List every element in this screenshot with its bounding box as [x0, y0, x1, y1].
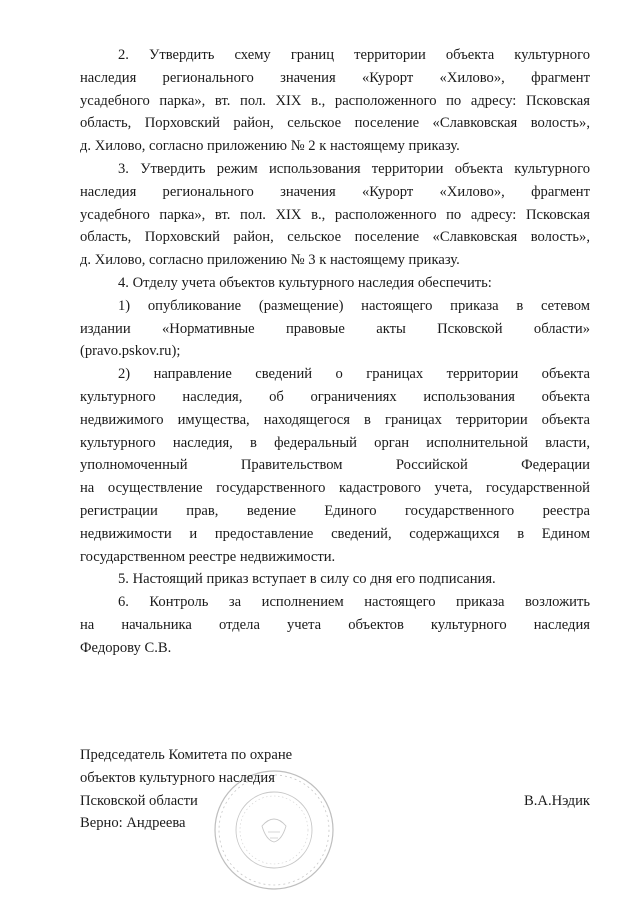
document-body — [80, 44, 590, 660]
text-line: на осуществление государственного кадастрового учета, государственной — [80, 480, 590, 497]
text-line: (pravo.pskov.ru); — [80, 343, 181, 360]
text-line: усадебного парка», вт. пол. XIX в., расположенного по адресу: Псковская — [80, 92, 590, 109]
subitem-1 — [80, 295, 590, 363]
text-line: недвижимости и предоставление сведений, содержащихся в Едином — [80, 525, 590, 542]
text-line: 2) направление сведений о границах территории объекта — [118, 366, 590, 383]
paragraph-3 — [80, 158, 590, 272]
text-line: регистрации прав, ведение Единого государственного реестра — [80, 502, 590, 519]
signature-block — [80, 744, 590, 835]
text-line: д. Хилово, согласно приложению № 2 к настоящему приказу. — [80, 138, 460, 155]
paragraph-4 — [80, 272, 590, 295]
text-line: издании «Нормативные правовые акты Псковской области» — [80, 320, 590, 337]
text-line: д. Хилово, согласно приложению № 3 к настоящему приказу. — [80, 252, 460, 269]
text-line: наследия регионального значения «Курорт «Хилово», фрагмент — [80, 69, 590, 86]
text-line: 5. Настоящий приказ вступает в силу со дня его подписания. — [118, 571, 496, 588]
text-line: область, Порховский район, сельское поселение «Славковская волость», — [80, 115, 590, 132]
paragraph-5 — [80, 568, 590, 591]
text-line: 1) опубликование (размещение) настоящего приказа в сетевом — [118, 297, 590, 314]
text-line: недвижимого имущества, находящегося в границах территории объекта — [80, 411, 590, 428]
subitem-2 — [80, 363, 590, 568]
text-line: наследия регионального значения «Курорт «Хилово», фрагмент — [80, 183, 590, 200]
text-line: культурного наследия, об ограничениях использования объекта — [80, 388, 590, 405]
signatory-position: объектов культурного наследия — [80, 769, 275, 786]
text-line: усадебного парка», вт. пол. XIX в., расположенного по адресу: Псковская — [80, 206, 590, 223]
verified-by: Верно: Андреева — [80, 815, 186, 832]
text-line: культурного наследия, в федеральный орган исполнительной власти, — [80, 434, 590, 451]
signatory-position: Псковской области — [80, 792, 198, 809]
text-line: 4. Отделу учета объектов культурного наследия обеспечить: — [118, 274, 492, 291]
text-line: 2. Утвердить схему границ территории объекта культурного — [118, 47, 590, 63]
text-line: область, Порховский район, сельское поселение «Славковская волость», — [80, 229, 590, 246]
paragraph-2 — [80, 44, 590, 158]
text-line: на начальника отдела учета объектов культурного наследия — [80, 616, 590, 633]
text-line: государственном реестре недвижимости. — [80, 548, 336, 565]
text-line: 3. Утвердить режим использования территории объекта культурного — [118, 160, 590, 177]
signatory-position: Председатель Комитета по охране — [80, 747, 293, 763]
text-line: уполномоченный Правительством Российской Федерации — [80, 457, 590, 474]
paragraph-6 — [80, 591, 590, 659]
signatory-name: В.А.Нэдик — [524, 792, 590, 809]
text-line: 6. Контроль за исполнением настоящего приказа возложить — [118, 594, 590, 611]
text-line: Федорову С.В. — [80, 639, 172, 656]
